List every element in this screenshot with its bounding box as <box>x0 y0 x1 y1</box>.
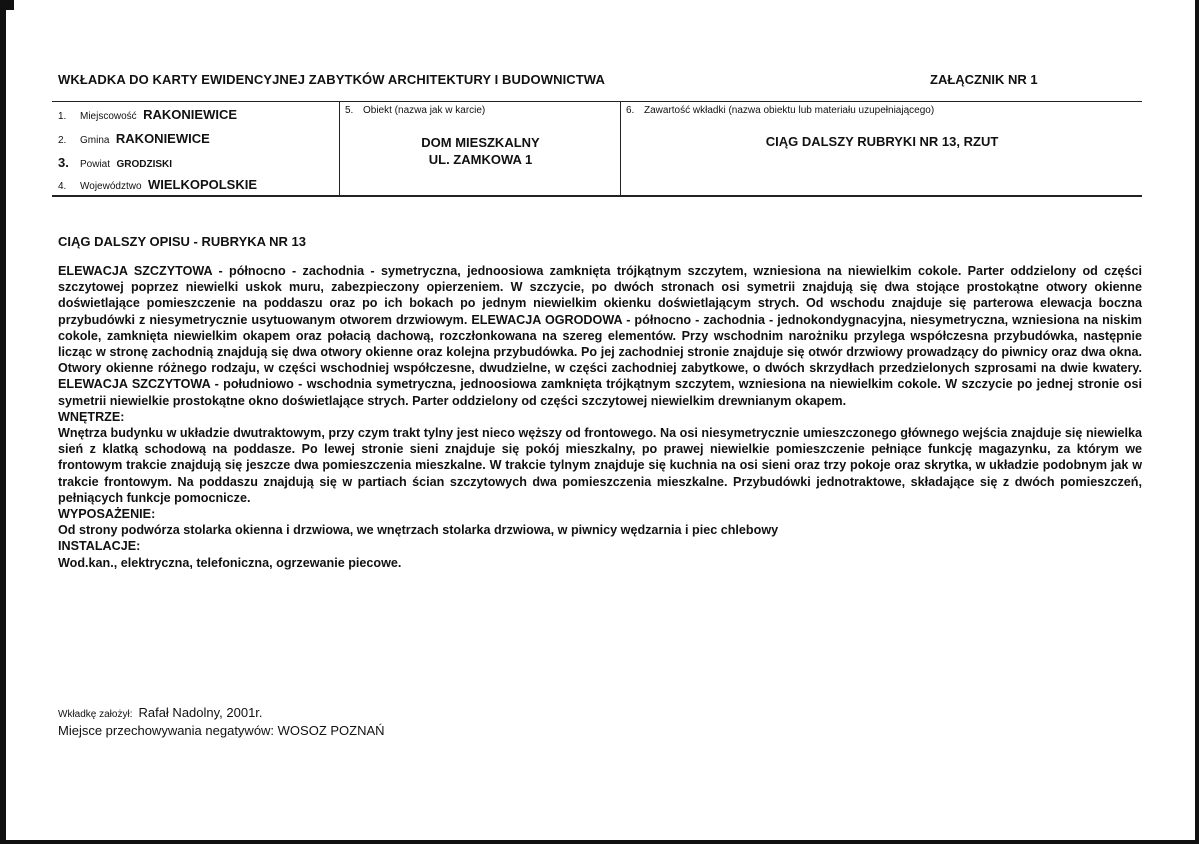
location-column <box>52 102 339 196</box>
location-row-commune: 2. Gmina RAKONIEWICE <box>58 131 210 146</box>
equipment-heading: WYPOSAŻENIE: <box>58 507 156 522</box>
scan-corner <box>0 0 14 10</box>
content-value: CIĄG DALSZY RUBRYKI NR 13, RZUT <box>765 134 999 149</box>
town-value: RAKONIEWICE <box>143 107 238 122</box>
elevations-paragraph: ELEWACJA SZCZYTOWA - północno - zachodnia - symetryczna, jednoosiowa zamknięta trójkątnym szczytem, wzniesiona na niewielkim cokole. Parter oddzielony od części szczytowej poprzez niewielki uskok muru, zabezpieczony opierzeniem. W szczycie, po dwóch stronach osi symetrii znajdują się dwa stojące prostokątne otwory okienne doświetlające pomieszczenie na poddaszu oraz po ich bokach po jednym niewielkim okienku doświetlającym strych. Od wschodu znajduje się parterowa elewacja boczna przybudówki z niesymetrycznie usytuowanym otworem drzwiowym. ELEWACJA OGRODOWA - północno - zachodnia - jednokondygnacyjna, niesymetryczna, wzniesiona na niskim cokole, zamknięta niewielkim okapem oraz połacią dachową, rozczłonkowana na szereg elementów. Przy wschodnim narożniku przylega współczesna przybudówka, następnie licząc w stronę zachodnią znajdują się dwa otwory okienne oraz kolejna przybudówka. Po jej zachodniej stronie znajduje się otwór drzwiowy prowadzący do piwnicy oraz dwa okna. Otwory okienne różnego rodzaju, w części wschodniej współczesne, dwudzielne, w części zachodniej zabytkowe, o dwóch skrzydłach przedzielonych szprosami na dwie kwatery. ELEWACJA SZCZYTOWA - południowo - wschodnia symetryczna, jednoosiowa zamknięta trójkątnym szczytem, wzniesiona na niewielkim cokole. W szczycie po jednej stronie osi symetrii niewielkie prostokątne okno doświetlające strych. Parter oddzielony od części szczytowej niewielkim drewnianym okapem. <box>58 264 1142 408</box>
created-by-row <box>58 705 385 720</box>
object-label: 5. Obiekt (nazwa jak w karcie) <box>345 105 486 116</box>
equipment-paragraph: Od strony podwórza stolarka okienna i drzwiowa, we wnętrzach stolarka drzwiowa, w piwnicy wędzarnia i piec chlebowy <box>58 523 779 538</box>
content-column <box>620 102 1142 196</box>
interior-paragraph: Wnętrza budynku w układzie dwutraktowym, przy czym trakt tylny jest nieco węższy od frontowego. Na osi niesymetrycznie umieszczonego głównego wejścia znajduje się niewielka sień z klatką schodową na poddasze. Po lewej stronie sieni znajduje się pokój mieszkalny, po prawej niewielkie pomieszczenie pełniące funkcję magazynku, za którym we frontowym trakcie znajdują się jeszcze dwa pomieszczenia mieszkalne. W trakcie tylnym znajduje się kuchnia na osi sieni oraz trzy pokoje oraz skrytka, w układzie podobnym jak w trakcie frontowym. Na poddaszu znajdują się w partiach ścian szczytowych dwa pomieszczenia mieszkalne. Przybudówki jednotraktowe, składające się z dwóch pomieszczeń, pełniących funkcje pomocnicze. <box>58 426 1142 505</box>
description-body <box>58 263 1142 571</box>
scan-edge-bottom <box>0 840 1199 844</box>
document-title: WKŁADKA DO KARTY EWIDENCYJNEJ ZABYTKÓW ARCHITEKTURY I BUDOWNICTWA <box>58 72 605 87</box>
installations-heading: INSTALACJE: <box>58 539 141 554</box>
content-label: 6. Zawartość wkładki (nazwa obiektu lub materiału uzupełniającego) <box>626 105 935 116</box>
location-row-county: 3. Powiat GRODZISKI <box>58 155 173 170</box>
object-column <box>339 102 620 196</box>
footer <box>58 705 385 738</box>
location-row-voivodeship: 4. Województwo WIELKOPOLSKIE <box>58 177 258 192</box>
info-box <box>52 101 1142 197</box>
scan-edge-left <box>0 0 6 844</box>
annex-label: ZAŁĄCZNIK NR 1 <box>930 72 1038 87</box>
interior-heading: WNĘTRZE: <box>58 409 125 424</box>
county-value: GRODZISKI <box>116 159 173 170</box>
created-by: Rafał Nadolny, 2001r. <box>138 705 263 720</box>
location-row-town: 1. Miejscowość RAKONIEWICE <box>58 107 238 122</box>
installations-paragraph: Wod.kan., elektryczna, telefoniczna, ogrzewanie piecowe. <box>58 555 402 570</box>
object-address: UL. ZAMKOWA 1 <box>428 152 533 167</box>
section-title: CIĄG DALSZY OPISU - RUBRYKA NR 13 <box>58 234 306 249</box>
commune-value: RAKONIEWICE <box>115 131 210 146</box>
object-name: DOM MIESZKALNY <box>421 135 540 150</box>
created-label: Wkładkę założył: <box>58 709 133 720</box>
voivodeship-value: WIELKOPOLSKIE <box>147 177 258 192</box>
scan-edge-right <box>1195 0 1199 844</box>
negatives-location: Miejsce przechowywania negatywów: WOSOZ POZNAŃ <box>58 723 385 738</box>
